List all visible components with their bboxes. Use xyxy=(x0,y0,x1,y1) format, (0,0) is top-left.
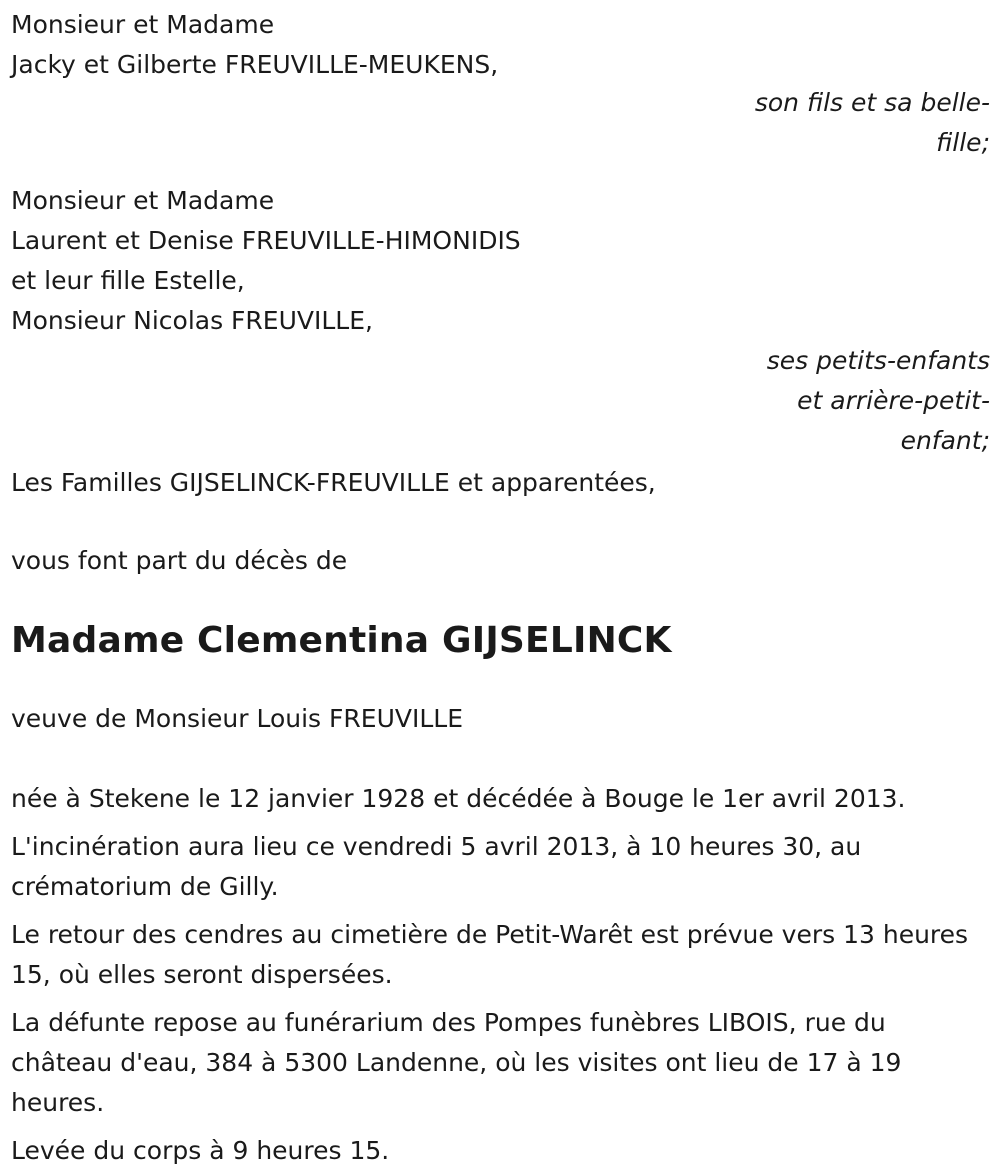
paragraph-cremation: L'incinération aura lieu ce vendredi 5 avril 2013, à 10 heures 30, au crématorium de Gilly. xyxy=(11,832,862,901)
family2-line2: Laurent et Denise FREUVILLE-HIMONIDIS xyxy=(11,226,521,255)
family2-line3: et leur fille Estelle, xyxy=(11,266,245,295)
announce-line: vous font part du décès de xyxy=(11,546,348,575)
paragraph-body-lifting: Levée du corps à 9 heures 15. xyxy=(11,1136,390,1165)
paragraph-ashes: Le retour des cendres au cimetière de Petit-Warêt est prévue vers 13 heures 15, où elles seront dispersées. xyxy=(11,920,969,989)
paragraph-funeral-home: La défunte repose au funérarium des Pompes funèbres LIBOIS, rue du château d'eau, 384 à 5300 Landenne, où les visites ont lieu de 17 à 19 heures. xyxy=(11,1008,902,1117)
family1-relation-line1: son fils et sa belle- xyxy=(754,88,990,117)
family-block-2 xyxy=(11,181,990,461)
family1-relation-line2: fille; xyxy=(936,128,990,157)
family-block-1 xyxy=(11,5,990,163)
deceased-name: Madame Clementina GIJSELINCK xyxy=(11,620,672,661)
family1-line1: Monsieur et Madame xyxy=(11,10,275,39)
family2-relation-line2: et arrière-petit- xyxy=(797,386,990,415)
family2-relation-line3: enfant; xyxy=(900,426,990,455)
details-section xyxy=(11,779,990,1171)
family2-line4: Monsieur Nicolas FREUVILLE, xyxy=(11,306,373,335)
widow-of-line: veuve de Monsieur Louis FREUVILLE xyxy=(11,704,463,733)
family1-line2: Jacky et Gilberte FREUVILLE-MEUKENS, xyxy=(11,50,499,79)
family2-line1: Monsieur et Madame xyxy=(11,186,275,215)
family2-relation-line1: ses petits-enfants xyxy=(766,346,990,375)
families-line: Les Familles GIJSELINCK-FREUVILLE et apparentées, xyxy=(11,468,656,497)
paragraph-birth-death: née à Stekene le 12 janvier 1928 et décédée à Bouge le 1er avril 2013. xyxy=(11,784,906,813)
